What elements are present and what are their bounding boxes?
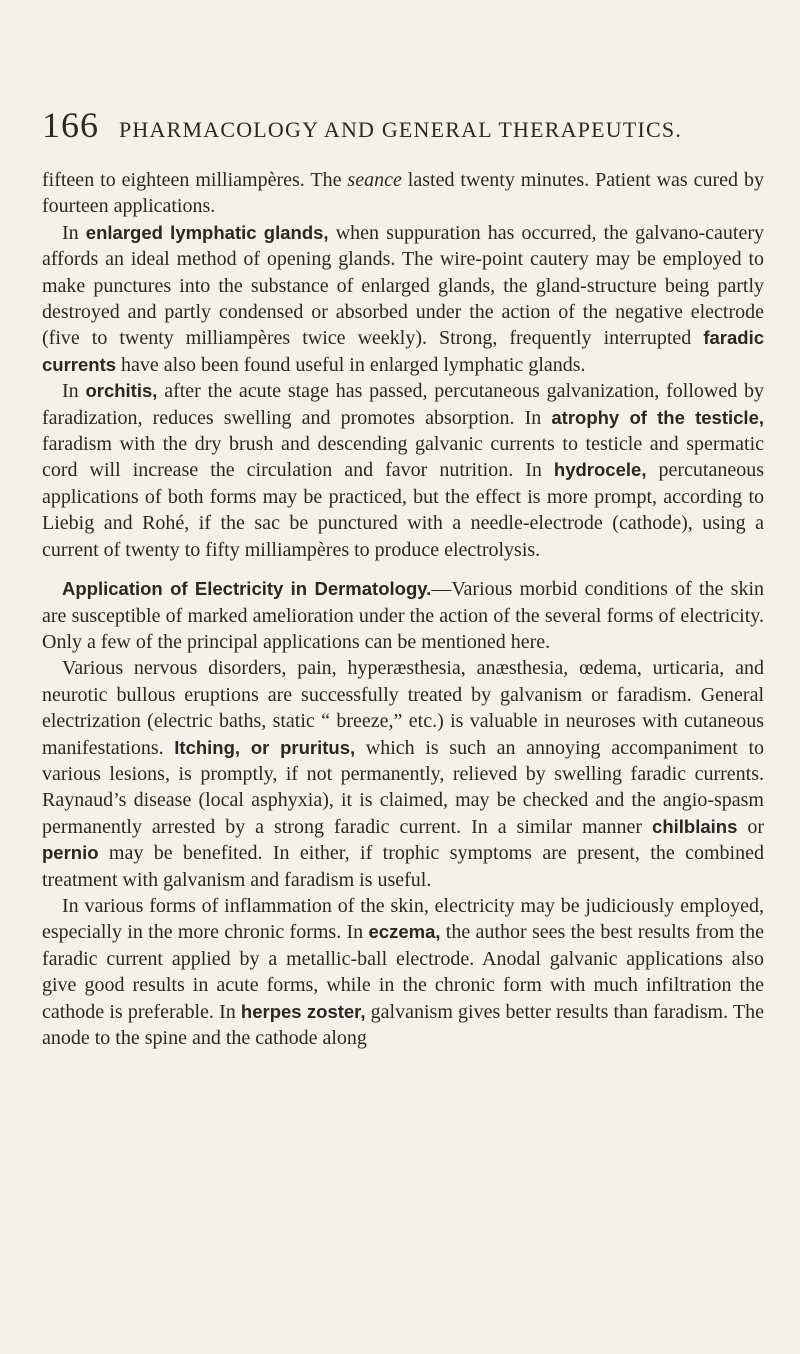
paragraph-1	[42, 167, 764, 220]
keyword-term: orchitis,	[85, 380, 158, 402]
text-span: lasted twenty minutes. Patient was cured by fourteen applications.	[42, 169, 765, 218]
text-span: or	[737, 815, 764, 838]
page-header	[42, 104, 762, 146]
text-span: fifteen to eighteen milliampères. The	[42, 169, 348, 191]
keyword-term: enlarged lymphatic glands,	[85, 221, 329, 243]
text-span: when suppuration has occurred, the galvano-cautery affords an ideal method of opening glands. The wire-point cautery may be employed to make punctures into the substance of enlarged glands, the gland-structure being partly destroyed and partly condensed or absorbed under the action of the negative electrode (five to twenty milliampères twice weekly). Strong, frequently interrupted	[42, 221, 764, 350]
text-span: after the acute stage has passed, percutaneous galvanization, followed by faradization, reduces swelling and promotes absorption. In	[42, 380, 764, 429]
paragraph-3	[42, 378, 764, 563]
keyword-term: hydrocele,	[553, 459, 647, 481]
text-span: may be benefited. In either, if trophic symptoms are present, the combined treatment with galvanism and faradism is useful.	[42, 842, 764, 891]
text-span: —Various morbid conditions of the skin are susceptible of marked amelioration under the action of the several forms of electricity. Only a few of the principal applications can be mentioned here.	[42, 578, 765, 653]
page-number: 166	[42, 105, 99, 145]
text-span: have also been found useful in enlarged lymphatic glands.	[116, 353, 586, 376]
paragraph-6	[42, 893, 764, 1051]
paragraph-5	[42, 655, 764, 893]
body-text	[42, 167, 764, 1051]
text-span: galvanism gives better results than faradism. The anode to the spine and the cathode along	[42, 1000, 765, 1049]
text-span: In	[62, 221, 86, 244]
keyword-term: Itching, or pruritus,	[174, 736, 356, 758]
text-span: In various forms of inflammation of the skin, electricity may be judiciously employed, especially in the more chronic forms. In	[42, 894, 764, 944]
paragraph-2	[42, 220, 764, 378]
text-span: percutaneous applications of both forms may be practiced, but the effect is more prompt, according to Liebig and Rohé, if the sac be punctured with a needle-electrode (cathode), using a current of twenty to fifty milliampères to produce electrolysis.	[42, 459, 764, 561]
text-span: Various nervous disorders, pain, hyperæsthesia, anæsthesia, œdema, urticaria, and neurotic bullous eruptions are successfully treated by galvanism or faradism. General electrization (electric baths, static “ breeze,” etc.) is valuable in neuroses with cutaneous manifestations.	[42, 657, 764, 759]
running-head: PHARMACOLOGY AND GENERAL THERAPEUTICS.	[119, 117, 683, 142]
text-span: faradism with the dry brush and descending galvanic currents to testicle and spermatic cord will increase the circulation and favor nutrition. In	[42, 433, 764, 482]
keyword-term: atrophy of the testicle,	[551, 406, 765, 428]
keyword-term: pernio	[42, 842, 99, 864]
keyword-term: chilblains	[652, 815, 738, 837]
section-heading: Application of Electricity in Dermatology.	[62, 578, 432, 600]
section-heading-paragraph	[42, 576, 764, 655]
text-span: the author sees the best results from the faradic current applied by a metallic-ball electrode. Anodal galvanic applications also give good results in acute forms, while in the chronic form with much infiltration the cathode is preferable. In	[42, 921, 764, 1023]
keyword-term: eczema,	[368, 921, 441, 943]
italic-term: seance	[347, 169, 402, 191]
text-span: In	[62, 380, 86, 403]
keyword-term: herpes zoster,	[240, 1000, 366, 1022]
keyword-term: faradic currents	[42, 327, 764, 375]
text-span: which is such an annoying accompaniment to various lesions, is promptly, if not permanently, relieved by swelling faradic currents. Raynaud’s disease (local asphyxia), it is claimed, may be checked and the angio-spasm permanently arrested by a strong faradic current. In a similar manner	[42, 736, 764, 838]
